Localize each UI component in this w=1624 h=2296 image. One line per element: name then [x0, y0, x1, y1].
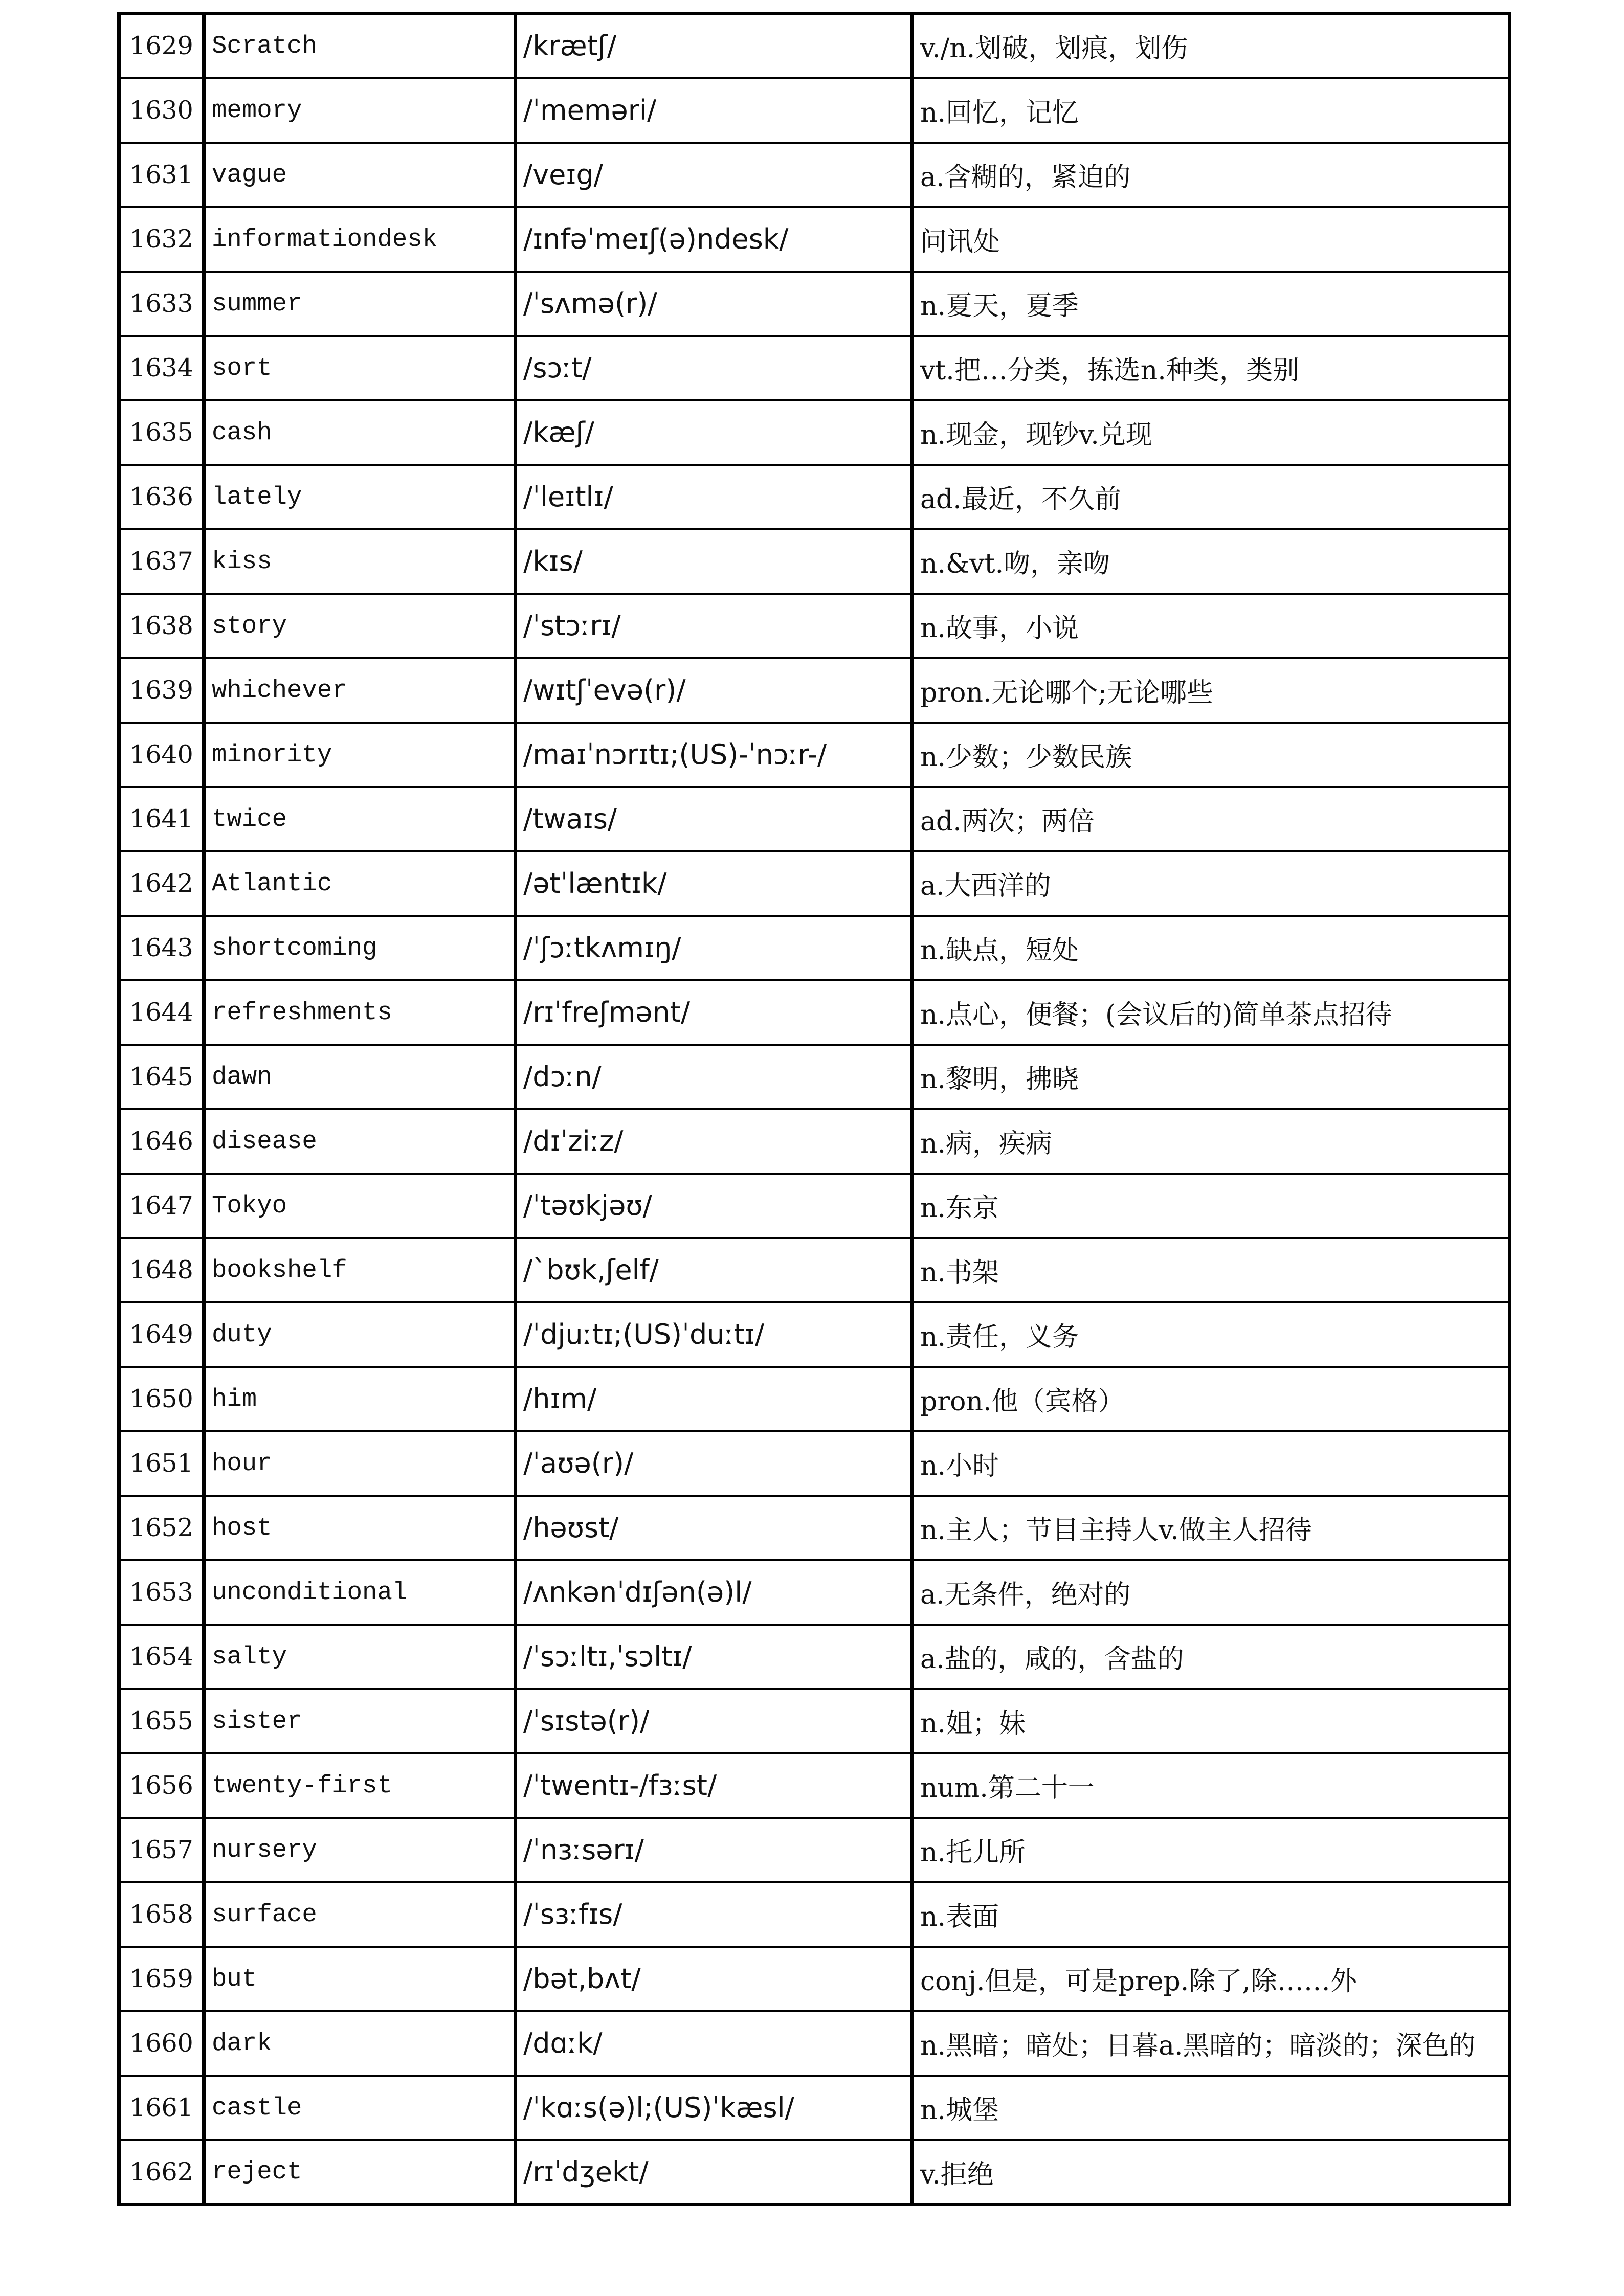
- entry-word: story: [204, 594, 516, 658]
- entry-number: 1641: [119, 787, 204, 851]
- table-row: [119, 658, 1510, 723]
- entry-phonetic: /ˈleɪtlɪ/: [516, 465, 913, 529]
- entry-word: Atlantic: [204, 851, 516, 916]
- entry-meaning: n.责任，义务: [913, 1302, 1510, 1367]
- entry-meaning: ad.最近，不久前: [913, 465, 1510, 529]
- vocabulary-table-body: [119, 14, 1510, 2204]
- entry-meaning: n.托儿所: [913, 1818, 1510, 1882]
- entry-number: 1646: [119, 1109, 204, 1174]
- entry-number: 1634: [119, 336, 204, 400]
- entry-number: 1631: [119, 143, 204, 207]
- entry-meaning: n.东京: [913, 1174, 1510, 1238]
- entry-number: 1645: [119, 1045, 204, 1109]
- entry-phonetic: /dɔːn/: [516, 1045, 913, 1109]
- entry-phonetic: /ɪnfəˈmeɪʃ(ə)ndesk/: [516, 207, 913, 272]
- entry-meaning: n.病，疾病: [913, 1109, 1510, 1174]
- entry-number: 1633: [119, 272, 204, 336]
- entry-phonetic: /krætʃ/: [516, 14, 913, 78]
- entry-word: shortcoming: [204, 916, 516, 980]
- entry-number: 1649: [119, 1302, 204, 1367]
- entry-word: disease: [204, 1109, 516, 1174]
- entry-number: 1656: [119, 1753, 204, 1818]
- table-row: [119, 787, 1510, 851]
- table-row: [119, 1560, 1510, 1625]
- entry-phonetic: /ˈnɜːsərɪ/: [516, 1818, 913, 1882]
- entry-number: 1647: [119, 1174, 204, 1238]
- table-row: [119, 14, 1510, 78]
- entry-phonetic: /ˈdjuːtɪ;(US)ˈduːtɪ/: [516, 1302, 913, 1367]
- entry-word: Scratch: [204, 14, 516, 78]
- entry-word: informationdesk: [204, 207, 516, 272]
- entry-phonetic: /ˈstɔːrɪ/: [516, 594, 913, 658]
- entry-number: 1655: [119, 1689, 204, 1753]
- table-row: [119, 594, 1510, 658]
- entry-meaning: n.书架: [913, 1238, 1510, 1302]
- entry-meaning: n.现金，现钞v.兑现: [913, 400, 1510, 465]
- table-row: [119, 1625, 1510, 1689]
- entry-phonetic: /ˈtwentɪ-/fɜːst/: [516, 1753, 913, 1818]
- entry-meaning: n.黑暗；暗处；日暮a.黑暗的；暗淡的；深色的: [913, 2011, 1510, 2076]
- entry-phonetic: /həʊst/: [516, 1496, 913, 1560]
- entry-number: 1629: [119, 14, 204, 78]
- entry-word: unconditional: [204, 1560, 516, 1625]
- entry-phonetic: /rɪˈfreʃmənt/: [516, 980, 913, 1045]
- entry-word: whichever: [204, 658, 516, 723]
- entry-meaning: 问讯处: [913, 207, 1510, 272]
- entry-meaning: n.少数；少数民族: [913, 723, 1510, 787]
- entry-meaning: n.夏天，夏季: [913, 272, 1510, 336]
- entry-number: 1657: [119, 1818, 204, 1882]
- entry-word: sister: [204, 1689, 516, 1753]
- entry-phonetic: /ˈaʊə(r)/: [516, 1431, 913, 1496]
- entry-number: 1644: [119, 980, 204, 1045]
- entry-word: dawn: [204, 1045, 516, 1109]
- entry-word: twenty-first: [204, 1753, 516, 1818]
- entry-word: dark: [204, 2011, 516, 2076]
- entry-meaning: pron.无论哪个;无论哪些: [913, 658, 1510, 723]
- entry-number: 1637: [119, 529, 204, 594]
- entry-word: hour: [204, 1431, 516, 1496]
- entry-number: 1630: [119, 78, 204, 143]
- entry-meaning: n.回忆，记忆: [913, 78, 1510, 143]
- entry-phonetic: /ˈtəʊkjəʊ/: [516, 1174, 913, 1238]
- entry-meaning: vt.把…分类，拣选n.种类，类别: [913, 336, 1510, 400]
- entry-word: nursery: [204, 1818, 516, 1882]
- entry-meaning: n.表面: [913, 1882, 1510, 1947]
- table-row: [119, 723, 1510, 787]
- entry-number: 1648: [119, 1238, 204, 1302]
- entry-word: kiss: [204, 529, 516, 594]
- table-row: [119, 1496, 1510, 1560]
- table-row: [119, 916, 1510, 980]
- entry-phonetic: /kɪs/: [516, 529, 913, 594]
- entry-phonetic: /twaɪs/: [516, 787, 913, 851]
- entry-number: 1662: [119, 2140, 204, 2204]
- entry-word: summer: [204, 272, 516, 336]
- entry-word: refreshments: [204, 980, 516, 1045]
- entry-meaning: a.盐的，咸的，含盐的: [913, 1625, 1510, 1689]
- table-row: [119, 143, 1510, 207]
- entry-number: 1643: [119, 916, 204, 980]
- entry-phonetic: /hɪm/: [516, 1367, 913, 1431]
- entry-word: minority: [204, 723, 516, 787]
- entry-meaning: n.城堡: [913, 2076, 1510, 2140]
- entry-number: 1652: [119, 1496, 204, 1560]
- entry-meaning: n.主人；节目主持人v.做主人招待: [913, 1496, 1510, 1560]
- entry-meaning: n.小时: [913, 1431, 1510, 1496]
- entry-word: him: [204, 1367, 516, 1431]
- entry-meaning: a.含糊的，紧迫的: [913, 143, 1510, 207]
- table-row: [119, 1109, 1510, 1174]
- table-row: [119, 1045, 1510, 1109]
- entry-word: castle: [204, 2076, 516, 2140]
- entry-word: but: [204, 1947, 516, 2011]
- entry-phonetic: /ˈsɜːfɪs/: [516, 1882, 913, 1947]
- entry-number: 1651: [119, 1431, 204, 1496]
- entry-phonetic: /veɪg/: [516, 143, 913, 207]
- table-row: [119, 1302, 1510, 1367]
- entry-meaning: n.缺点，短处: [913, 916, 1510, 980]
- entry-word: lately: [204, 465, 516, 529]
- entry-phonetic: /ətˈlæntɪk/: [516, 851, 913, 916]
- table-row: [119, 1367, 1510, 1431]
- entry-meaning: num.第二十一: [913, 1753, 1510, 1818]
- table-row: [119, 1947, 1510, 2011]
- entry-meaning: v./n.划破，划痕，划伤: [913, 14, 1510, 78]
- entry-meaning: n.姐；妹: [913, 1689, 1510, 1753]
- entry-meaning: pron.他（宾格）: [913, 1367, 1510, 1431]
- table-row: [119, 2140, 1510, 2204]
- entry-phonetic: /wɪtʃˈevə(r)/: [516, 658, 913, 723]
- table-row: [119, 78, 1510, 143]
- table-row: [119, 272, 1510, 336]
- entry-number: 1640: [119, 723, 204, 787]
- table-row: [119, 529, 1510, 594]
- entry-phonetic: /dɑːk/: [516, 2011, 913, 2076]
- table-row: [119, 1753, 1510, 1818]
- entry-phonetic: /rɪˈdʒekt/: [516, 2140, 913, 2204]
- table-row: [119, 1238, 1510, 1302]
- table-row: [119, 980, 1510, 1045]
- entry-number: 1638: [119, 594, 204, 658]
- table-row: [119, 851, 1510, 916]
- table-row: [119, 400, 1510, 465]
- entry-number: 1650: [119, 1367, 204, 1431]
- entry-word: host: [204, 1496, 516, 1560]
- table-row: [119, 465, 1510, 529]
- table-row: [119, 2011, 1510, 2076]
- entry-word: bookshelf: [204, 1238, 516, 1302]
- entry-meaning: n.点心，便餐；(会议后的)简单茶点招待: [913, 980, 1510, 1045]
- entry-phonetic: /bət,bʌt/: [516, 1947, 913, 2011]
- table-row: [119, 1431, 1510, 1496]
- entry-meaning: n.&vt.吻，亲吻: [913, 529, 1510, 594]
- entry-meaning: a.大西洋的: [913, 851, 1510, 916]
- entry-number: 1636: [119, 465, 204, 529]
- entry-word: surface: [204, 1882, 516, 1947]
- entry-phonetic: /ˈmeməri/: [516, 78, 913, 143]
- entry-meaning: conj.但是，可是prep.除了,除……外: [913, 1947, 1510, 2011]
- entry-phonetic: /sɔːt/: [516, 336, 913, 400]
- entry-number: 1642: [119, 851, 204, 916]
- entry-phonetic: /ˈʃɔːtkʌmɪŋ/: [516, 916, 913, 980]
- entry-phonetic: /ˈsɪstə(r)/: [516, 1689, 913, 1753]
- table-row: [119, 207, 1510, 272]
- entry-word: Tokyo: [204, 1174, 516, 1238]
- entry-phonetic: /maɪˈnɔrɪtɪ;(US)-ˈnɔːr-/: [516, 723, 913, 787]
- entry-number: 1635: [119, 400, 204, 465]
- entry-meaning: ad.两次；两倍: [913, 787, 1510, 851]
- entry-meaning: n.故事，小说: [913, 594, 1510, 658]
- table-row: [119, 336, 1510, 400]
- entry-number: 1660: [119, 2011, 204, 2076]
- entry-word: twice: [204, 787, 516, 851]
- entry-phonetic: /kæʃ/: [516, 400, 913, 465]
- entry-word: cash: [204, 400, 516, 465]
- entry-word: salty: [204, 1625, 516, 1689]
- entry-phonetic: /ˋbʊk,ʃelf/: [516, 1238, 913, 1302]
- entry-number: 1658: [119, 1882, 204, 1947]
- entry-number: 1653: [119, 1560, 204, 1625]
- entry-phonetic: /ʌnkənˈdɪʃən(ə)l/: [516, 1560, 913, 1625]
- entry-word: vague: [204, 143, 516, 207]
- table-row: [119, 1174, 1510, 1238]
- entry-number: 1659: [119, 1947, 204, 2011]
- entry-number: 1654: [119, 1625, 204, 1689]
- entry-meaning: v.拒绝: [913, 2140, 1510, 2204]
- entry-phonetic: /ˈsʌmə(r)/: [516, 272, 913, 336]
- table-row: [119, 1818, 1510, 1882]
- entry-number: 1639: [119, 658, 204, 723]
- entry-word: duty: [204, 1302, 516, 1367]
- entry-word: reject: [204, 2140, 516, 2204]
- table-row: [119, 1689, 1510, 1753]
- entry-phonetic: /ˈsɔːltɪ,ˈsɔltɪ/: [516, 1625, 913, 1689]
- vocabulary-table: [117, 12, 1511, 2206]
- entry-meaning: n.黎明，拂晓: [913, 1045, 1510, 1109]
- entry-phonetic: /dɪˈziːz/: [516, 1109, 913, 1174]
- entry-word: sort: [204, 336, 516, 400]
- entry-number: 1661: [119, 2076, 204, 2140]
- table-row: [119, 1882, 1510, 1947]
- entry-phonetic: /ˈkɑːs(ə)l;(US)ˈkæsl/: [516, 2076, 913, 2140]
- entry-number: 1632: [119, 207, 204, 272]
- table-row: [119, 2076, 1510, 2140]
- entry-meaning: a.无条件，绝对的: [913, 1560, 1510, 1625]
- entry-word: memory: [204, 78, 516, 143]
